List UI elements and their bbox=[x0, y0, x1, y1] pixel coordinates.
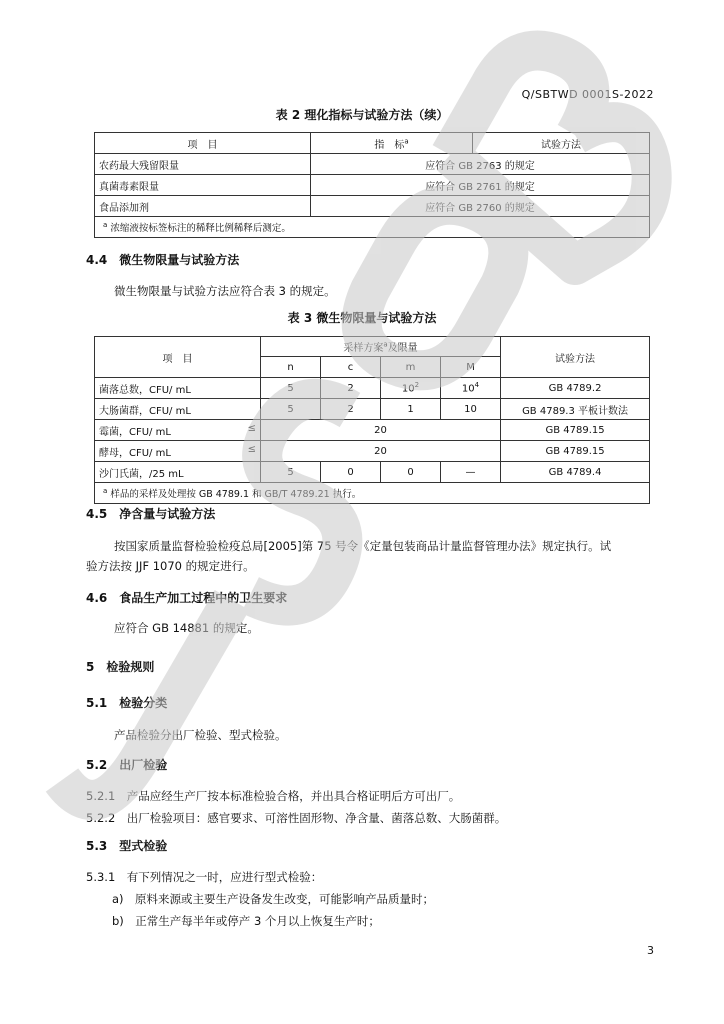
table-row bbox=[95, 378, 650, 399]
table3-cell-c: 2 bbox=[321, 399, 381, 420]
table3-cell-item: 菌落总数，CFU/ mL bbox=[95, 378, 261, 399]
table3-cell-M: 10 bbox=[441, 399, 501, 420]
table2-caption: 表 2 理化指标与试验方法（续） bbox=[275, 108, 449, 122]
table3-cell-n: 5 bbox=[261, 378, 321, 399]
table3 bbox=[94, 336, 650, 504]
table3-caption: 表 3 微生物限量与试验方法 bbox=[287, 311, 437, 325]
table-row bbox=[95, 154, 650, 175]
table3-subheader-c: c bbox=[321, 357, 381, 378]
table3-cell-item: 酵母，CFU/ mL ≤ bbox=[95, 441, 261, 462]
table3-cell-item: 大肠菌群，CFU/ mL bbox=[95, 399, 261, 420]
table3-subheader-n: n bbox=[261, 357, 321, 378]
less-equal-symbol: ≤ bbox=[247, 422, 256, 434]
page-number: 3 bbox=[647, 944, 654, 957]
document-code: Q/SBTWD 0001S-2022 bbox=[521, 88, 654, 101]
section-5-1-heading: 5.1 检验分类 bbox=[86, 696, 168, 710]
table3-cell-m: 0 bbox=[381, 462, 441, 483]
table2-cell-value: 应符合 GB 2760 的规定 bbox=[311, 196, 650, 217]
table-row bbox=[95, 196, 650, 217]
table3-subheader-m: m bbox=[381, 357, 441, 378]
table3-cell-item: 沙门氏菌，/25 mL bbox=[95, 462, 261, 483]
table3-header-method: 试验方法 bbox=[501, 337, 650, 378]
table-row bbox=[95, 441, 650, 462]
table3-cell-method: GB 4789.3 平板计数法 bbox=[501, 399, 650, 420]
table2-header-item: 项 目 bbox=[95, 133, 311, 154]
table3-cell-item: 霉菌，CFU/ mL ≤ bbox=[95, 420, 261, 441]
table3-cell-c: 2 bbox=[321, 378, 381, 399]
table3-cell-M: — bbox=[441, 462, 501, 483]
section-4-5-paragraph-line1: 按国家质量监督检验检疫总局[2005]第 75 号令《定量包装商品计量监督管理办法》规定执行。试 bbox=[114, 539, 612, 553]
table-row bbox=[95, 399, 650, 420]
table3-cell-M: $10^4$ bbox=[441, 378, 501, 399]
clause-5-2-2: 5.2.2 出厂检验项目：感官要求、可溶性固形物、净含量、菌落总数、大肠菌群。 bbox=[86, 811, 507, 825]
table3-cell-n: 5 bbox=[261, 462, 321, 483]
table2 bbox=[94, 132, 650, 238]
table3-cell-n: 5 bbox=[261, 399, 321, 420]
table-row bbox=[95, 462, 650, 483]
section-4-4-paragraph: 微生物限量与试验方法应符合表 3 的规定。 bbox=[114, 284, 336, 298]
table3-header-row bbox=[95, 337, 650, 357]
section-5-3-heading: 5.3 型式检验 bbox=[86, 839, 168, 853]
section-5-2-heading: 5.2 出厂检验 bbox=[86, 758, 168, 772]
table2-note-row bbox=[95, 217, 650, 238]
table3-cell-method: GB 4789.4 bbox=[501, 462, 650, 483]
section-5-1-paragraph: 产品检验分出厂检验、型式检验。 bbox=[114, 728, 287, 742]
table3-cell-method: GB 4789.15 bbox=[501, 441, 650, 462]
table3-cell-m: $10^2$ bbox=[381, 378, 441, 399]
table3-cell-limit: 20 bbox=[261, 420, 501, 441]
list-item-b: b) 正常生产每半年或停产 3 个月以上恢复生产时； bbox=[112, 914, 380, 928]
less-equal-symbol: ≤ bbox=[247, 443, 256, 455]
section-4-5-paragraph-line2: 验方法按 JJF 1070 的规定进行。 bbox=[86, 559, 255, 573]
list-item-a: a) 原料来源或主要生产设备发生改变，可能影响产品质量时； bbox=[112, 892, 435, 906]
table-row bbox=[95, 175, 650, 196]
table2-cell-value: 应符合 GB 2763 的规定 bbox=[311, 154, 650, 175]
table2-note: $^a$ 浓缩液按标签标注的稀释比例稀释后测定。 bbox=[95, 217, 650, 238]
section-4-5-heading: 4.5 净含量与试验方法 bbox=[86, 507, 216, 521]
clause-5-3-1: 5.3.1 有下列情况之一时，应进行型式检验： bbox=[86, 870, 323, 884]
table3-subheader-M: M bbox=[441, 357, 501, 378]
table2-header-method: 试验方法 bbox=[473, 133, 650, 154]
table2-header-value: 指 标$^a$ bbox=[311, 133, 473, 154]
table2-cell-item: 真菌毒素限量 bbox=[95, 175, 311, 196]
section-5-heading: 5 检验规则 bbox=[86, 660, 155, 674]
table3-note-row bbox=[95, 483, 650, 504]
table3-header-item: 项 目 bbox=[95, 337, 261, 378]
table2-cell-item: 食品添加剂 bbox=[95, 196, 311, 217]
table3-cell-limit: 20 bbox=[261, 441, 501, 462]
table-row bbox=[95, 420, 650, 441]
section-4-4-heading: 4.4 微生物限量与试验方法 bbox=[86, 253, 240, 267]
table2-header-row bbox=[95, 133, 650, 154]
table2-cell-item: 农药最大残留限量 bbox=[95, 154, 311, 175]
table3-cell-c: 0 bbox=[321, 462, 381, 483]
table3-note: $^a$ 样品的采样及处理按 GB 4789.1 和 GB/T 4789.21 执行。 bbox=[95, 483, 650, 504]
clause-5-2-1: 5.2.1 产品应经生产厂按本标准检验合格，并出具合格证明后方可出厂。 bbox=[86, 789, 461, 803]
table3-cell-method: GB 4789.2 bbox=[501, 378, 650, 399]
table3-cell-m: 1 bbox=[381, 399, 441, 420]
section-4-6-paragraph: 应符合 GB 14881 的规定。 bbox=[114, 621, 259, 635]
section-4-6-heading: 4.6 食品生产加工过程中的卫生要求 bbox=[86, 591, 288, 605]
table2-cell-value: 应符合 GB 2761 的规定 bbox=[311, 175, 650, 196]
table3-cell-method: GB 4789.15 bbox=[501, 420, 650, 441]
table3-header-plan: 采样方案$^a$及限量 bbox=[261, 337, 501, 357]
